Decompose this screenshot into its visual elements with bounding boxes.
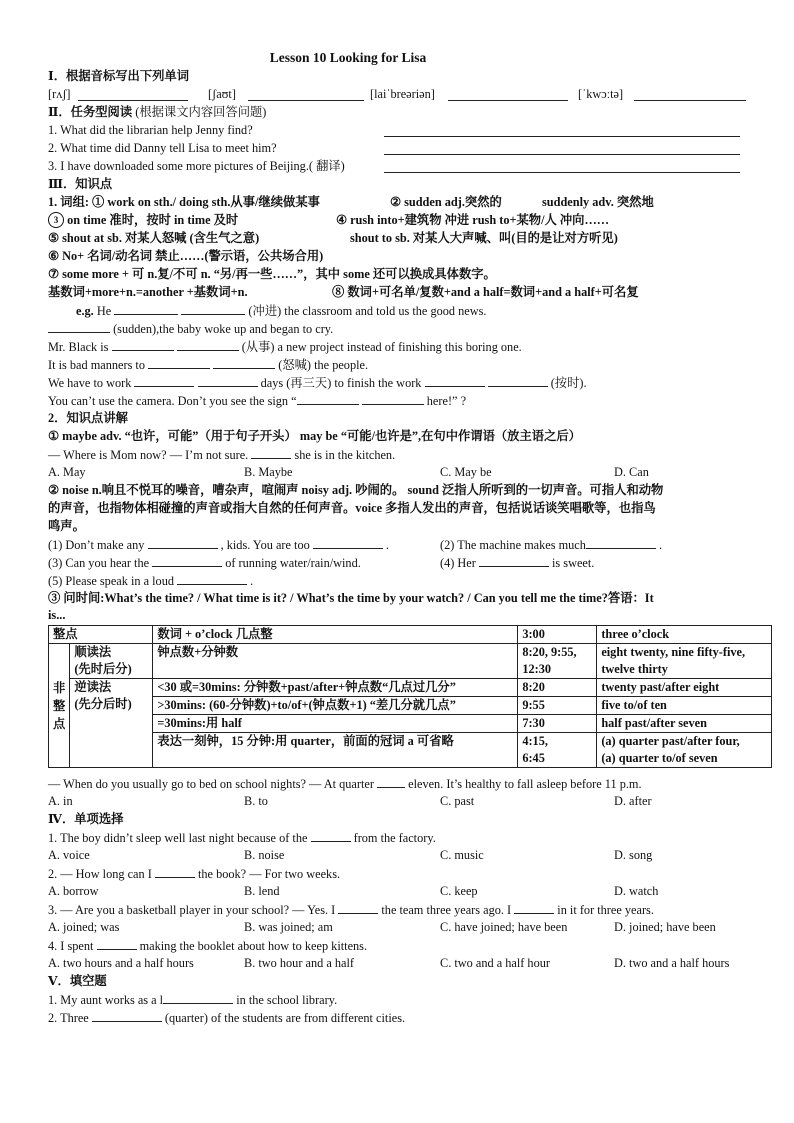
exercise-text: (5) Please speak in a loud [48,574,175,588]
phrase-text: 1. 词组: ① work on sth./ doing sth.从事/继续做某事 [48,195,320,209]
cell-text: (先时后分) [74,662,132,676]
example-text: (sudden),the baby woke up and began to cry. [113,322,334,336]
phonetic-1: [rʌʃ] [48,87,71,101]
example-text: (冲进) the classroom and told us the good news. [248,304,487,318]
question-text: eleven. It’s healthy to fall asleep before 11 p.m. [408,777,642,791]
phonetic-3: [laiˈbreəriən] [370,87,435,101]
answer-blank[interactable] [488,374,548,387]
cell-text: 非 [53,680,66,695]
phrase-text: suddenly adv. 突然地 [542,195,654,209]
example-text: It is bad manners to [48,358,145,372]
answer-blank[interactable] [181,302,245,315]
example-4 [48,356,368,373]
answer-blank[interactable] [362,392,424,405]
maybe-question [48,446,395,463]
answer-blank[interactable] [112,338,174,351]
mc-question-4 [48,937,367,954]
example-2 [48,320,333,337]
answer-blank[interactable] [634,88,746,101]
phrase-line-2 [48,212,772,229]
phrase-text: shout to sb. 对某人大声喊、叫(目的是让对方听见) [350,231,618,245]
circled-number-3-icon: 3 [48,212,64,228]
table-row [49,715,772,733]
phrase-text: ⑤ shout at sb. 对某人怒喊 (含生气之意) [48,231,260,245]
mc-options-1 [48,847,772,864]
question-text: in the school library. [236,993,338,1007]
example-text: He [96,304,112,318]
question-text: she is in the kitchen. [294,448,396,462]
cell-text: eight twenty, nine fifty-five, [601,645,746,659]
answer-blank[interactable] [338,901,378,914]
cell-text: (a) quarter past/after four, [601,734,740,748]
option-b[interactable]: B. lend [244,884,280,898]
option-c[interactable]: C. past [440,794,475,808]
answer-blank[interactable] [514,901,554,914]
option-b[interactable]: B. Maybe [244,465,293,479]
maybe-options [48,464,772,481]
question-text: 1. My aunt works as a l [48,993,164,1007]
answer-line[interactable] [384,124,740,137]
question-text: making the booklet about how to keep kittens. [139,939,368,953]
answer-blank[interactable] [48,320,110,333]
option-a[interactable]: A. May [48,465,86,479]
phrase-line-4: ⑥ No+ 名词/动名词 禁止……(警示语，公共场合用) [48,249,324,263]
table-cell [597,733,772,768]
mc-options-3 [48,919,772,936]
table-cell: 8:20 [518,679,597,697]
table-cell: 9:55 [518,697,597,715]
answer-blank[interactable] [479,554,549,567]
answer-blank[interactable] [448,88,568,101]
table-cell: 钟点数+分钟数 [153,644,518,679]
section-1-heading: Ⅰ．根据音标写出下列单词 [48,69,190,83]
table-cell: three o’clock [597,626,772,644]
question-text: (quarter) of the students are from different cities. [164,1011,406,1025]
answer-blank[interactable] [311,829,351,842]
example-text: We have to work [48,376,132,390]
mc-question-2 [48,865,340,882]
option-b[interactable]: B. was joined; am [244,920,333,934]
cell-text: 整 [53,698,66,713]
table-cell: 7:30 [518,715,597,733]
example-3 [48,338,522,355]
section-2-heading: Ⅱ．任务型阅读 [48,105,133,119]
example-text: (怒喊) the people. [278,358,369,372]
phonetic-4: [ˈkwɔːtə] [578,87,624,101]
exercise-text: (2) The machine makes much [440,538,586,552]
question-text: the team three years ago. I [381,903,512,917]
table-cell: 3:00 [518,626,597,644]
question-text: 2. — How long can I [48,867,152,881]
table-cell [518,733,597,768]
noise-note-3: 鸣声。 [48,519,85,533]
table-cell: >30mins: (60-分钟数)+to/of+(钟点数+1) “差几分就几点” [153,697,518,715]
cell-text: 12:30 [522,662,552,676]
mc-options-2 [48,883,772,900]
cell-text: 顺读法 [74,645,112,659]
phrase-text: ② sudden adj.突然的 [390,195,502,209]
table-row [49,733,772,768]
phonetic-row [48,86,772,103]
fill-question-1 [48,991,337,1008]
answer-blank[interactable] [163,991,233,1004]
table-row [49,697,772,715]
section-2-heading-line [48,104,266,121]
option-c[interactable]: C. two and a half hour [440,956,550,970]
answer-blank[interactable] [425,374,485,387]
question-text: 1. What did the librarian help Jenny find? [48,123,253,137]
page-title: Lesson 10 Looking for Lisa [269,50,427,65]
option-d[interactable]: D. Can [614,465,649,479]
exercise-text: . [250,574,254,588]
table-cell-non-whole [49,644,70,768]
noise-exercise-row-1 [48,536,772,553]
cell-text: 逆读法 [74,680,112,694]
phrase-line-3 [48,230,772,247]
example-text: Mr. Black is [48,340,109,354]
table-cell [597,644,772,679]
question-text: 2. Three [48,1011,89,1025]
cell-text: twelve thirty [601,662,668,676]
table-row [49,679,772,697]
question-text: 3. — Are you a basketball player in your school? — Yes. I [48,903,336,917]
option-c[interactable]: C. have joined; have been [440,920,568,934]
mc-question-3 [48,901,654,918]
option-d[interactable]: D. song [614,848,653,862]
answer-blank[interactable] [155,865,195,878]
example-5 [48,374,587,391]
answer-line[interactable] [384,142,740,155]
answer-blank[interactable] [92,1009,162,1022]
reading-question-3 [48,158,772,175]
table-cell: five to/of ten [597,697,772,715]
answer-blank[interactable] [297,392,359,405]
answer-blank[interactable] [177,572,247,585]
question-text: 1. The boy didn’t sleep well last night because of the [48,831,308,845]
section-4-heading: Ⅳ．单项选择 [48,812,124,826]
maybe-note: ① maybe adv. “也许，可能”（用于句子开头） may be “可能/也许是”,在句中作谓语（放主语之后） [48,429,581,443]
option-c[interactable]: C. keep [440,884,478,898]
example-text: (从事) a new project instead of finishing this boring one. [241,340,522,354]
exercise-text: (3) Can you hear the [48,556,150,570]
answer-blank[interactable] [586,536,656,549]
answer-blank[interactable] [248,88,364,101]
answer-blank[interactable] [97,937,137,950]
mc-question-1 [48,829,436,846]
reading-question-1 [48,122,772,139]
example-6 [48,392,466,409]
quarter-options [48,793,772,810]
answer-blank[interactable] [148,536,218,549]
table-cell: 整点 [49,626,153,644]
option-a[interactable]: A. voice [48,848,90,862]
answer-blank[interactable] [148,356,210,369]
option-d[interactable]: D. joined; have been [614,920,716,934]
answer-blank[interactable] [377,775,405,788]
table-cell: 数词 + o’clock 几点整 [153,626,518,644]
section-5-heading: Ⅴ．填空题 [48,974,107,988]
question-text: the book? — For two weeks. [197,867,341,881]
example-1 [76,302,486,319]
answer-blank[interactable] [251,446,291,459]
noise-note-2: 的声音，也指物体相碰撞的声音或指大自然的任何声音。voice 多指人发出的声音，包括说话谈笑唱歌等，也指鸟 [48,501,656,515]
question-text: from the factory. [353,831,436,845]
table-cell [70,679,153,768]
option-b[interactable]: B. two hour and a half [244,956,354,970]
question-text: in it for three years. [557,903,654,917]
noise-note-1: ② noise n.响且不悦耳的噪音，嘈杂声，喧闹声 noisy adj. 吵闹的。 sound 泛指人所听到的一切声音。可指人和动物 [48,483,664,497]
section-explain-heading: 2．知识点讲解 [48,411,128,425]
option-b[interactable]: B. noise [244,848,285,862]
exercise-text: (1) Don’t make any [48,538,145,552]
section-2-note: (根据课文内容回答问题) [135,105,267,119]
answer-blank[interactable] [134,374,194,387]
table-cell: 表达一刻钟，15 分钟:用 quarter，前面的冠词 a 可省略 [153,733,518,768]
table-cell: <30 或=30mins: 分钟数+past/after+钟点数“几点过几分” [153,679,518,697]
mc-options-4 [48,955,772,972]
exercise-text: (4) Her [440,556,476,570]
table-cell: half past/after seven [597,715,772,733]
phrase-line-5: ⑦ some more + 可 n.复/不可 n. “另/再一些……”，其中 some 还可以换成具体数字。 [48,267,496,281]
exercise-text: . [385,538,389,552]
quarter-question [48,775,642,792]
section-3-heading: Ⅲ．知识点 [48,177,113,191]
example-text: You can’t use the camera. Don’t you see the sign “ [48,394,297,408]
table-row [49,626,772,644]
phrase-line-1 [48,194,772,211]
option-a[interactable]: A. in [48,794,73,808]
answer-blank[interactable] [114,302,178,315]
table-row [49,644,772,679]
option-a[interactable]: A. borrow [48,884,99,898]
table-cell [518,644,597,679]
exercise-text: , kids. You are too [220,538,310,552]
option-a[interactable]: A. two hours and a half hours [48,956,194,970]
option-d[interactable]: D. two and a half hours [614,956,730,970]
cell-text: 4:15, [522,734,548,748]
answer-line[interactable] [384,160,740,173]
question-text: — Where is Mom now? — I’m not sure. [48,448,249,462]
example-text: days (再三天) to finish the work [260,376,422,390]
exercise-text: . [659,538,663,552]
time-note-2: is... [48,608,66,622]
phonetic-2: [ʃaʊt] [208,87,236,101]
answer-blank[interactable] [198,374,258,387]
answer-blank[interactable] [177,338,239,351]
cell-text: (先分后时) [74,697,132,711]
example-text: here!” ? [426,394,467,408]
phrase-text: 基数词+more+n.=another +基数词+n. [48,285,248,299]
reading-question-2 [48,140,772,157]
question-text: — When do you usually go to bed on school nights? — At quarter [48,777,374,791]
exercise-text: of running water/rain/wind. [225,556,361,570]
time-expression-table [48,625,772,768]
option-d[interactable]: D. watch [614,884,659,898]
phrase-text: ④ rush into+建筑物 冲进 rush to+某物/人 冲向…… [336,213,610,227]
example-label: e.g. [76,304,94,318]
phrase-line-6 [48,284,772,301]
phrase-text: on time 准时，按时 in time 及时 [67,213,239,227]
cell-text: 6:45 [522,751,545,765]
answer-blank[interactable] [152,554,222,567]
question-text: 3. I have downloaded some more pictures of Beijing.( 翻译) [48,159,345,173]
answer-blank[interactable] [313,536,383,549]
fill-question-2 [48,1009,405,1026]
noise-exercise-row-2 [48,554,772,571]
question-text: 4. I spent [48,939,94,953]
option-a[interactable]: A. joined; was [48,920,120,934]
question-text: 2. What time did Danny tell Lisa to meet him? [48,141,277,155]
exercise-text: is sweet. [552,556,595,570]
option-d[interactable]: D. after [614,794,652,808]
phrase-text: ⑧ 数词+可名单/复数+and a half=数词+and a half+可名复 [332,285,639,299]
table-cell: twenty past/after eight [597,679,772,697]
option-b[interactable]: B. to [244,794,268,808]
option-c[interactable]: C. music [440,848,484,862]
time-note-1: ③ 问时间:What’s the time? / What time is it? / What’s the time by your watch? / Can you tell me the time?答语：It [48,591,654,605]
table-cell: =30mins:用 half [153,715,518,733]
example-text: (按时). [550,376,587,390]
cell-text: 8:20, 9:55, [522,645,577,659]
answer-blank[interactable] [213,356,275,369]
option-c[interactable]: C. May be [440,465,492,479]
table-cell [70,644,153,679]
cell-text: (a) quarter to/of seven [601,751,718,765]
answer-blank[interactable] [78,88,188,101]
noise-exercise-row-3 [48,572,253,589]
cell-text: 点 [53,716,66,731]
